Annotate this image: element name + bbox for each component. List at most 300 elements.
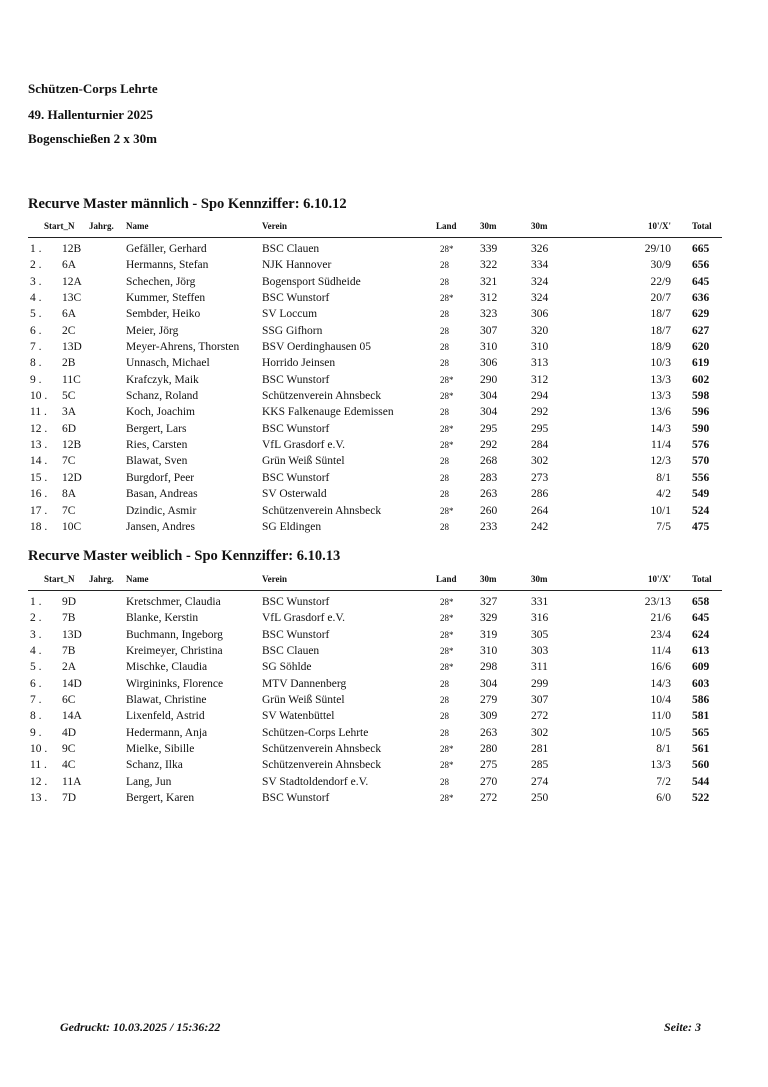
rank-cell: 7 . (30, 341, 42, 354)
name-cell: Koch, Joachim (126, 406, 195, 419)
table-row (0, 437, 768, 453)
club-cell: BSC Clauen (262, 645, 320, 658)
round2-score-cell: 286 (531, 488, 549, 501)
start-number-cell: 9D (62, 596, 77, 608)
land-cell: 28 (440, 472, 449, 483)
total-score-cell: 665 (692, 243, 710, 255)
start-number-cell: 2B (62, 357, 76, 370)
round2-score-cell: 316 (531, 612, 549, 625)
tens-x-cell: 4/2 (656, 488, 671, 501)
round2-score-cell: 302 (531, 455, 549, 468)
club-cell: SV Loccum (262, 308, 318, 321)
rank-cell: 9 . (30, 726, 42, 739)
name-cell: Blanke, Kerstin (126, 612, 199, 625)
table-row (0, 774, 768, 790)
table-row (0, 790, 768, 806)
table-row (0, 643, 768, 659)
start-number-cell: 13D (62, 341, 82, 354)
total-score-cell: 603 (692, 677, 710, 690)
club-cell: BSC Wunstorf (262, 596, 330, 608)
tens-x-cell: 8/1 (656, 471, 671, 484)
name-cell: Bergert, Karen (126, 792, 195, 805)
rank-cell: 3 . (30, 628, 42, 641)
name-cell: Kretschmer, Claudia (126, 596, 221, 608)
round1-score-cell: 312 (480, 292, 498, 305)
tens-x-cell: 7/5 (656, 520, 671, 533)
rank-cell: 4 . (30, 292, 42, 305)
start-number-cell: 6D (62, 422, 77, 435)
total-score-cell: 596 (692, 406, 710, 419)
round1-score-cell: 319 (480, 628, 498, 641)
col-name: Name (126, 574, 149, 584)
round2-score-cell: 303 (531, 645, 549, 658)
round2-score-cell: 302 (531, 726, 549, 739)
round2-score-cell: 274 (531, 775, 549, 788)
land-cell: 28 (440, 776, 449, 787)
start-number-cell: 6A (62, 259, 77, 272)
start-number-cell: 13C (62, 292, 82, 305)
table-row (0, 306, 768, 322)
name-cell: Sembder, Heiko (126, 308, 201, 321)
land-cell: 28* (440, 613, 454, 624)
round2-score-cell: 299 (531, 677, 549, 690)
land-cell: 28* (440, 293, 454, 304)
col-d1: 30m (480, 221, 497, 231)
total-score-cell: 561 (692, 743, 710, 756)
table-row (0, 676, 768, 692)
total-score-cell: 581 (692, 710, 710, 723)
rank-cell: 13 . (30, 792, 48, 805)
land-cell: 28 (440, 276, 449, 287)
start-number-cell: 7B (62, 612, 76, 625)
tens-x-cell: 23/4 (650, 628, 671, 641)
land-cell: 28* (440, 629, 454, 640)
section-title-men: Recurve Master männlich - Spo Kennziffer: 6.10.12 (28, 196, 347, 212)
table-row (0, 241, 768, 257)
round2-score-cell: 311 (531, 661, 548, 674)
club-cell: BSC Wunstorf (262, 292, 330, 305)
table-row (0, 486, 768, 502)
table-row (0, 725, 768, 741)
col-start: Start_N (44, 574, 75, 584)
land-cell: 28* (440, 391, 454, 402)
start-number-cell: 6C (62, 694, 76, 707)
round2-score-cell: 250 (531, 792, 549, 805)
start-number-cell: 6A (62, 308, 77, 321)
rank-cell: 1 . (30, 243, 42, 255)
table-row (0, 708, 768, 724)
rank-cell: 11 . (30, 759, 47, 772)
round1-score-cell: 327 (480, 596, 498, 608)
table-row (0, 404, 768, 420)
col-total: Total (692, 574, 712, 584)
land-cell: 28* (440, 440, 454, 451)
club-cell: Schützenverein Ahnsbeck (262, 743, 382, 756)
club-cell: Schützen-Corps Lehrte (262, 726, 369, 739)
club-cell: Schützenverein Ahnsbeck (262, 759, 382, 772)
name-cell: Lang, Jun (126, 775, 172, 788)
round1-score-cell: 280 (480, 743, 498, 756)
name-cell: Blawat, Sven (126, 455, 188, 468)
name-cell: Schechen, Jörg (126, 275, 196, 288)
round1-score-cell: 295 (480, 422, 498, 435)
round1-score-cell: 263 (480, 726, 498, 739)
club-cell: SSG Gifhorn (262, 324, 323, 337)
discipline-title: Bogenschießen 2 x 30m (28, 131, 157, 146)
rank-cell: 12 . (30, 422, 48, 435)
land-cell: 28* (440, 597, 454, 607)
round2-score-cell: 273 (531, 471, 549, 484)
name-cell: Kreimeyer, Christina (126, 645, 223, 658)
round1-score-cell: 339 (480, 243, 498, 255)
round1-score-cell: 309 (480, 710, 498, 723)
name-cell: Blawat, Christine (126, 694, 207, 707)
table-row (0, 692, 768, 708)
table-row (0, 257, 768, 273)
table-row (0, 290, 768, 306)
land-cell: 28 (440, 521, 449, 532)
org-title: Schützen-Corps Lehrte (28, 81, 158, 96)
round1-score-cell: 310 (480, 341, 498, 354)
total-score-cell: 636 (692, 292, 710, 305)
total-score-cell: 629 (692, 308, 710, 321)
name-cell: Unnasch, Michael (126, 357, 210, 370)
tens-x-cell: 7/2 (656, 775, 671, 788)
start-number-cell: 4C (62, 759, 76, 772)
round2-score-cell: 281 (531, 743, 549, 756)
col-land: Land (436, 574, 457, 584)
round1-score-cell: 321 (480, 275, 498, 288)
club-cell: SV Watenbüttel (262, 710, 335, 723)
results-table-women (0, 594, 768, 806)
name-cell: Ries, Carsten (126, 439, 188, 452)
start-number-cell: 8A (62, 488, 77, 501)
rank-cell: 6 . (30, 324, 42, 337)
club-cell: BSC Wunstorf (262, 792, 330, 805)
rank-cell: 2 . (30, 259, 42, 272)
rank-cell: 12 . (30, 775, 48, 788)
tens-x-cell: 20/7 (650, 292, 671, 305)
rank-cell: 5 . (30, 308, 42, 321)
round2-score-cell: 324 (531, 292, 549, 305)
table-row (0, 372, 768, 388)
rank-cell: 11 . (30, 406, 47, 419)
total-score-cell: 522 (692, 792, 710, 805)
club-cell: BSC Wunstorf (262, 373, 330, 386)
table-row (0, 519, 768, 535)
col-name: Name (126, 221, 149, 231)
land-cell: 28 (440, 309, 449, 320)
round2-score-cell: 292 (531, 406, 549, 419)
name-cell: Schanz, Ilka (126, 759, 183, 772)
rank-cell: 9 . (30, 373, 42, 386)
tens-x-cell: 11/0 (650, 710, 671, 723)
round1-score-cell: 283 (480, 471, 498, 484)
round1-score-cell: 304 (480, 406, 498, 419)
start-number-cell: 7C (62, 455, 76, 468)
rank-cell: 10 . (30, 390, 48, 403)
club-cell: Bogensport Südheide (262, 275, 361, 288)
name-cell: Mischke, Claudia (126, 661, 208, 674)
total-score-cell: 624 (692, 628, 710, 641)
round2-score-cell: 307 (531, 694, 549, 707)
table-row (0, 503, 768, 519)
rank-cell: 7 . (30, 694, 42, 707)
land-cell: 28* (440, 760, 454, 771)
land-cell: 28 (440, 489, 449, 500)
total-score-cell: 645 (692, 612, 710, 625)
land-cell: 28 (440, 358, 449, 369)
table-row (0, 355, 768, 371)
land-cell: 28 (440, 711, 449, 722)
page-number: Seite: 3 (664, 1020, 701, 1034)
land-cell: 28* (440, 646, 454, 657)
land-cell: 28 (440, 260, 449, 271)
land-cell: 28 (440, 727, 449, 738)
club-cell: BSC Wunstorf (262, 422, 330, 435)
col-year: Jahrg. (89, 221, 114, 231)
tens-x-cell: 18/9 (650, 341, 671, 354)
round1-score-cell: 233 (480, 520, 498, 533)
rank-cell: 5 . (30, 661, 42, 674)
rank-cell: 13 . (30, 439, 48, 452)
name-cell: Bergert, Lars (126, 422, 187, 435)
club-cell: MTV Dannenberg (262, 677, 347, 690)
total-score-cell: 598 (692, 390, 710, 403)
round1-score-cell: 329 (480, 612, 498, 625)
round1-score-cell: 298 (480, 661, 498, 674)
land-cell: 28* (440, 244, 454, 254)
round1-score-cell: 292 (480, 439, 498, 452)
tens-x-cell: 8/1 (656, 743, 671, 756)
club-cell: SV Stadtoldendorf e.V. (262, 775, 369, 788)
name-cell: Jansen, Andres (126, 520, 195, 533)
total-score-cell: 576 (692, 439, 710, 452)
round2-score-cell: 324 (531, 275, 549, 288)
round2-score-cell: 294 (531, 390, 549, 403)
round2-score-cell: 334 (531, 259, 549, 272)
tens-x-cell: 30/9 (650, 259, 671, 272)
col-land: Land (436, 221, 457, 231)
name-cell: Wirgininks, Florence (126, 677, 224, 690)
round2-score-cell: 285 (531, 759, 549, 772)
start-number-cell: 12B (62, 243, 82, 255)
total-score-cell: 620 (692, 341, 710, 354)
table-row (0, 388, 768, 404)
round2-score-cell: 295 (531, 422, 549, 435)
club-cell: Schützenverein Ahnsbeck (262, 504, 382, 517)
start-number-cell: 11C (62, 373, 81, 386)
table-row (0, 757, 768, 773)
start-number-cell: 14A (62, 710, 82, 723)
tens-x-cell: 14/3 (650, 422, 671, 435)
start-number-cell: 5C (62, 390, 76, 403)
club-cell: Horrido Jeinsen (262, 357, 336, 370)
col-total: Total (692, 221, 712, 231)
rank-cell: 6 . (30, 677, 42, 690)
land-cell: 28* (440, 423, 454, 434)
total-score-cell: 560 (692, 759, 710, 772)
round1-score-cell: 290 (480, 373, 498, 386)
name-cell: Lixenfeld, Astrid (126, 710, 205, 723)
start-number-cell: 7D (62, 792, 77, 805)
total-score-cell: 586 (692, 694, 710, 707)
club-cell: Schützenverein Ahnsbeck (262, 390, 382, 403)
total-score-cell: 609 (692, 661, 710, 674)
round1-score-cell: 270 (480, 775, 498, 788)
col-tenx: 10'/X' (647, 574, 671, 584)
club-cell: BSC Wunstorf (262, 471, 330, 484)
table-row (0, 659, 768, 675)
name-cell: Basan, Andreas (126, 488, 198, 501)
club-cell: BSV Oerdinghausen 05 (262, 341, 372, 354)
rank-cell: 18 . (30, 520, 48, 533)
start-number-cell: 4D (62, 726, 77, 739)
table-row (0, 421, 768, 437)
club-cell: NJK Hannover (262, 259, 332, 272)
tens-x-cell: 13/3 (650, 759, 671, 772)
round2-score-cell: 310 (531, 341, 549, 354)
club-cell: SG Eldingen (262, 520, 322, 533)
tens-x-cell: 10/4 (650, 694, 671, 707)
club-cell: KKS Falkenauge Edemissen (262, 406, 394, 419)
land-cell: 28 (440, 407, 449, 418)
col-d2: 30m (531, 221, 548, 231)
land-cell: 28 (440, 456, 449, 467)
round1-score-cell: 310 (480, 645, 498, 658)
total-score-cell: 565 (692, 726, 710, 739)
table-row (0, 627, 768, 643)
results-table-men (0, 241, 768, 535)
name-cell: Mielke, Sibille (126, 743, 195, 756)
rank-cell: 16 . (30, 488, 48, 501)
start-number-cell: 9C (62, 743, 76, 756)
col-tenx: 10'/X' (647, 221, 671, 231)
total-score-cell: 549 (692, 488, 710, 501)
round2-score-cell: 326 (531, 243, 549, 255)
rank-cell: 10 . (30, 743, 48, 756)
rank-cell: 15 . (30, 471, 48, 484)
start-number-cell: 14D (62, 677, 82, 690)
table-row (0, 594, 768, 610)
start-number-cell: 12A (62, 275, 82, 288)
round1-score-cell: 307 (480, 324, 498, 337)
land-cell: 28* (440, 505, 454, 516)
tens-x-cell: 13/3 (650, 373, 671, 386)
rank-cell: 17 . (30, 504, 48, 517)
start-number-cell: 7C (62, 504, 76, 517)
total-score-cell: 556 (692, 471, 710, 484)
table-row (0, 610, 768, 626)
tens-x-cell: 13/3 (650, 390, 671, 403)
tens-x-cell: 10/1 (650, 504, 671, 517)
print-timestamp: Gedruckt: 10.03.2025 / 15:36:22 (60, 1020, 221, 1034)
tens-x-cell: 29/10 (644, 243, 671, 255)
rank-cell: 2 . (30, 612, 42, 625)
round1-score-cell: 322 (480, 259, 498, 272)
round2-score-cell: 284 (531, 439, 549, 452)
club-cell: BSC Wunstorf (262, 628, 330, 641)
round1-score-cell: 275 (480, 759, 498, 772)
start-number-cell: 12B (62, 439, 82, 452)
name-cell: Hedermann, Anja (126, 726, 208, 739)
name-cell: Burgdorf, Peer (126, 471, 195, 484)
event-title: 49. Hallenturnier 2025 (28, 107, 154, 122)
total-score-cell: 627 (692, 324, 710, 337)
tens-x-cell: 18/7 (650, 308, 671, 321)
round1-score-cell: 323 (480, 308, 498, 321)
total-score-cell: 658 (692, 596, 710, 608)
land-cell: 28 (440, 695, 449, 706)
round2-score-cell: 264 (531, 504, 549, 517)
rank-cell: 14 . (30, 455, 48, 468)
table-row (0, 453, 768, 469)
col-d1: 30m (480, 574, 497, 584)
round2-score-cell: 305 (531, 628, 549, 641)
name-cell: Buchmann, Ingeborg (126, 628, 223, 641)
tens-x-cell: 10/3 (650, 357, 671, 370)
tens-x-cell: 11/4 (650, 645, 671, 658)
col-club: Verein (262, 221, 288, 231)
club-cell: Grün Weiß Süntel (262, 455, 345, 468)
total-score-cell: 524 (692, 504, 710, 517)
tens-x-cell: 23/13 (644, 596, 671, 608)
land-cell: 28* (440, 374, 454, 385)
start-number-cell: 2C (62, 324, 76, 337)
tens-x-cell: 22/9 (650, 275, 671, 288)
tens-x-cell: 16/6 (650, 661, 671, 674)
total-score-cell: 544 (692, 775, 710, 788)
tens-x-cell: 11/4 (650, 439, 671, 452)
rank-cell: 8 . (30, 710, 42, 723)
land-cell: 28* (440, 793, 454, 804)
land-cell: 28 (440, 678, 449, 689)
land-cell: 28* (440, 744, 454, 755)
table-row (0, 470, 768, 486)
round1-score-cell: 304 (480, 390, 498, 403)
name-cell: Hermanns, Stefan (126, 259, 209, 272)
total-score-cell: 613 (692, 645, 710, 658)
round1-score-cell: 279 (480, 694, 498, 707)
total-score-cell: 645 (692, 275, 710, 288)
club-cell: BSC Clauen (262, 243, 320, 255)
rank-cell: 4 . (30, 645, 42, 658)
start-number-cell: 2A (62, 661, 77, 674)
land-cell: 28 (440, 342, 449, 353)
tens-x-cell: 13/6 (650, 406, 671, 419)
round1-score-cell: 306 (480, 357, 498, 370)
start-number-cell: 3A (62, 406, 77, 419)
club-cell: Grün Weiß Süntel (262, 694, 345, 707)
start-number-cell: 10C (62, 520, 82, 533)
total-score-cell: 656 (692, 259, 710, 272)
start-number-cell: 7B (62, 645, 76, 658)
tens-x-cell: 12/3 (650, 455, 671, 468)
start-number-cell: 11A (62, 775, 82, 788)
name-cell: Meier, Jörg (126, 324, 179, 337)
total-score-cell: 602 (692, 373, 710, 386)
total-score-cell: 475 (692, 520, 710, 533)
round1-score-cell: 304 (480, 677, 498, 690)
rank-cell: 8 . (30, 357, 42, 370)
rank-cell: 1 . (30, 596, 42, 608)
table-row (0, 323, 768, 339)
tens-x-cell: 14/3 (650, 677, 671, 690)
col-start: Start_N (44, 221, 75, 231)
start-number-cell: 12D (62, 471, 82, 484)
section-title-women: Recurve Master weiblich - Spo Kennziffer: 6.10.13 (28, 548, 341, 564)
table-row (0, 274, 768, 290)
